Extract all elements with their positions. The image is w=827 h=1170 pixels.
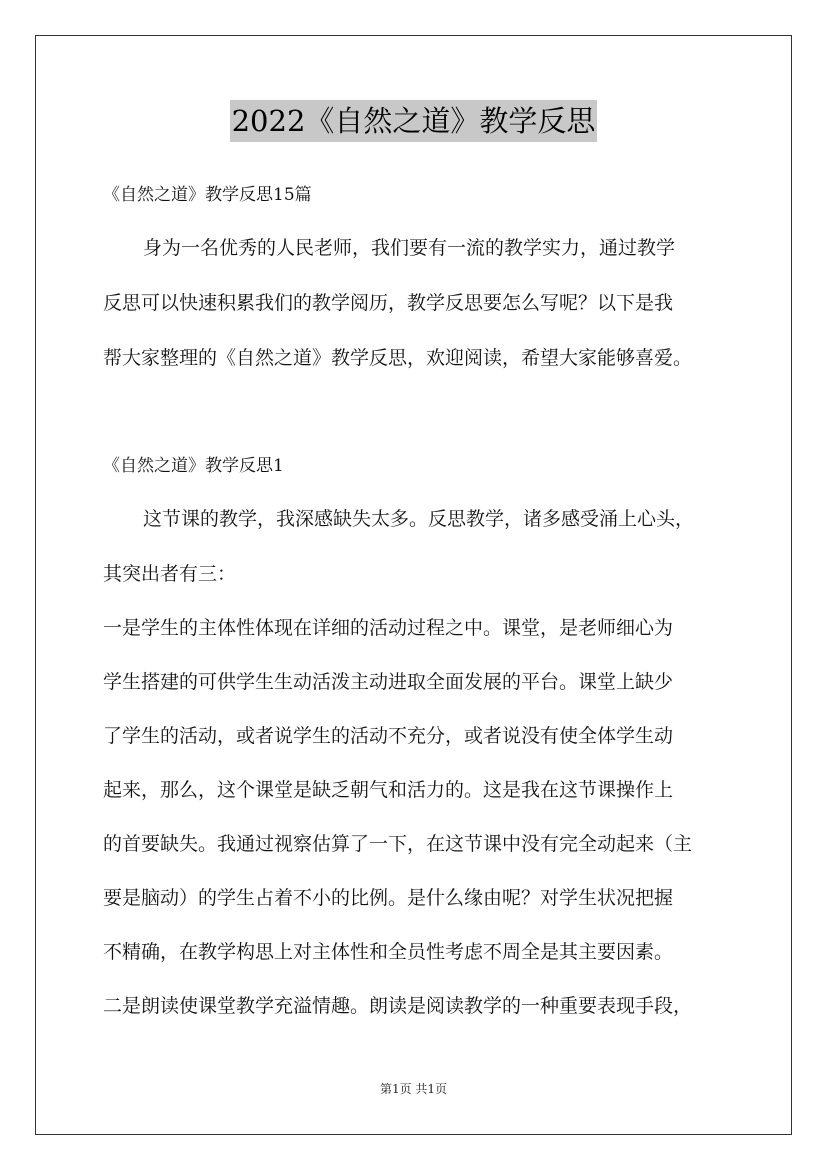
body-line-3: 一是学生的主体性体现在详细的活动过程之中。课堂，是老师细心为 — [103, 617, 674, 639]
body-line-6: 起来，那么，这个课堂是缺乏朝气和活力的。这是我在这节课操作上 — [103, 779, 674, 801]
body-line-4: 学生搭建的可供学生生动活泼主动进取全面发展的平台。课堂上缺少 — [103, 671, 674, 693]
body-line-2: 其突出者有三： — [103, 563, 237, 585]
page-number-footer: 第1页 共1页 — [379, 1082, 448, 1096]
body-line-9: 不精确，在教学构思上对主体性和全员性考虑不周全是其主要因素。 — [103, 941, 674, 963]
intro-line-1: 身为一名优秀的人民老师，我们要有一流的教学实力，通过教学 — [143, 237, 676, 259]
body-line-5: 了学生的活动，或者说学生的活动不充分，或者说没有使全体学生动 — [103, 725, 674, 747]
body-line-8: 要是脑动）的学生占着不小的比例。是什么缘由呢？对学生状况把握 — [103, 887, 674, 909]
document-title: 2022《自然之道》教学反思 — [230, 100, 598, 142]
subtitle: 《自然之道》教学反思15篇 — [103, 185, 312, 205]
section-heading: 《自然之道》教学反思1 — [103, 456, 284, 476]
body-line-7: 的首要缺失。我通过视察估算了一下，在这节课中没有完全动起来（主 — [103, 833, 693, 855]
intro-line-2: 反思可以快速积累我们的教学阅历，教学反思要怎么写呢？以下是我 — [103, 292, 674, 314]
title-container — [0, 100, 827, 142]
body-line-1: 这节课的教学，我深感缺失太多。反思教学，诸多感受涌上心头， — [143, 508, 695, 530]
body-line-10: 二是朗读使课堂教学充溢情趣。朗读是阅读教学的一种重要表现手段， — [103, 995, 693, 1017]
intro-line-3: 帮大家整理的《自然之道》教学反思，欢迎阅读，希望大家能够喜爱。 — [103, 347, 693, 369]
